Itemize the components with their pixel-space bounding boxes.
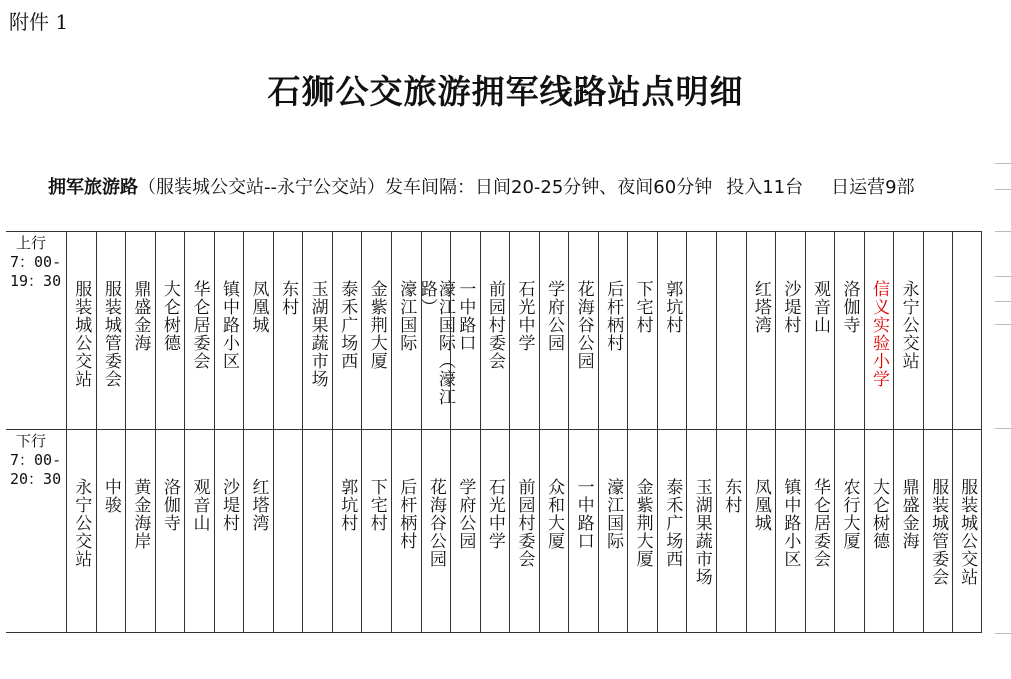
stop-name: 洛伽寺 [159,478,180,532]
stop-name: 红塔湾 [248,478,269,532]
table-cell [184,232,214,429]
table-cell [746,430,776,632]
route-daily-runs: 日运营9部 [831,177,915,198]
stop-name: 金紫荆大厦 [632,478,653,568]
table-cell [273,430,303,632]
table-cell [657,232,687,429]
table-cell [686,232,716,429]
page-title: 石狮公交旅游拥军线路站点明细 [267,72,744,111]
table-cell [716,430,746,632]
stop-name: 永宁公交站 [898,280,919,370]
table-cell [627,430,657,632]
table-cell [805,232,835,429]
stop-name: 华仑居委会 [189,280,210,370]
stop-name: 服装城管委会 [100,280,121,388]
table-cell [598,232,628,429]
stop-name: 郭坑村 [662,280,683,334]
table-cell [155,232,185,429]
stop-name: 洛伽寺 [839,280,860,334]
stop-name: 石光中学 [514,280,535,352]
table-cell [509,232,539,429]
stop-name: 花海谷公园 [573,280,594,370]
table-cell [923,232,953,429]
table-cell [214,430,244,632]
stop-name: 下宅村 [366,478,387,532]
stop-name: 红塔湾 [750,280,771,334]
margin-tick [995,324,1011,325]
table-cell [155,430,185,632]
stop-name: 后杆柄村 [396,478,417,550]
table-cell [214,232,244,429]
stop-name: 大仑树德 [869,478,890,550]
table-cell [184,430,214,632]
table-cell [686,430,716,632]
stop-name: 镇中路小区 [780,478,801,568]
table-cell [539,232,569,429]
table-cell [391,232,421,429]
table-row-up [6,231,982,429]
table-cell [952,232,982,429]
table-cell [805,430,835,632]
table-cell [480,430,510,632]
stop-name: 濠江国际 [396,280,417,352]
margin-tick [995,301,1011,302]
stop-name: 华仑居委会 [809,478,830,568]
table-cell [421,430,451,632]
margin-tick [995,428,1011,429]
table-cell [893,430,923,632]
table-cell [864,430,894,632]
stop-name: 服装城公交站 [71,280,92,388]
table-cell [66,430,96,632]
table-cell [952,430,982,632]
direction-time-up: 7：00-19：30 [10,253,62,290]
table-cell [450,430,480,632]
direction-label-up: 上行 [16,234,47,252]
stop-name: 凤凰城 [750,478,771,532]
stop-name: 大仑树德 [159,280,180,352]
table-cell [302,232,332,429]
attachment-label: 附件 1 [9,10,69,34]
table-cell [480,232,510,429]
table-cell [598,430,628,632]
stop-name: 前园村委会 [484,280,505,370]
stop-name: 镇中路小区 [219,280,239,370]
table-cell [96,232,126,429]
margin-tick [995,163,1011,164]
margin-tick [995,276,1011,277]
stop-name: 花海谷公园 [425,478,446,568]
table-cell [627,232,657,429]
direction-header-up [6,232,66,429]
table-cell [243,430,273,632]
stop-name: 观音山 [189,478,210,532]
table-cell [125,232,155,429]
margin-tick [995,189,1011,190]
stop-name: 农行大厦 [839,478,860,550]
table-cell [509,430,539,632]
stop-name: 后杆柄村 [603,280,624,352]
route-vehicles: 投入11台 [726,177,804,198]
table-cell [834,232,864,429]
table-cell [539,430,569,632]
direction-header-down [6,430,66,632]
stop-name: 中骏 [100,478,121,514]
stop-name: 玉湖果蔬市场 [691,478,712,586]
table-cell [746,232,776,429]
stop-name: 金紫荆大厦 [366,280,387,370]
stop-name: 一中路口 [455,280,476,352]
table-cell [568,232,598,429]
table-cell [96,430,126,632]
stop-name: 东村 [278,280,299,316]
stop-name: 鼎盛金海 [898,478,919,550]
stop-name: 濠江国际 [603,478,624,550]
stop-name: 沙堤村 [219,478,239,532]
stop-name: 服装城管委会 [928,478,949,586]
stop-name: 黄金海岸 [130,478,151,550]
table-cell [416,232,455,429]
stop-name: 泰禾广场西 [337,280,358,370]
route-name: 拥军旅游路 [48,177,138,198]
stop-name: 凤凰城 [248,280,269,334]
margin-tick [995,231,1011,232]
direction-time-down: 7：00-20：30 [10,451,62,488]
table-cell [125,430,155,632]
table-cell [243,232,273,429]
table-cell [332,232,362,429]
table-cell [568,430,598,632]
stops-table [6,231,982,633]
stop-name: 泰禾广场西 [662,478,683,568]
stop-name: 观音山 [809,280,830,334]
table-cell [716,232,746,429]
stop-name: 濠江国际（濠江路） [416,280,455,406]
stop-name: 前园村委会 [514,478,535,568]
direction-label-down: 下行 [16,432,47,450]
stop-name: 服装城公交站 [957,478,978,586]
stop-name: 鼎盛金海 [130,280,151,352]
stop-name: 一中路口 [573,478,594,550]
stop-name: 永宁公交站 [71,478,92,568]
stop-name: 众和大厦 [544,478,565,550]
stop-name: 沙堤村 [780,280,801,334]
stop-name: 学府公园 [455,478,476,550]
table-cell [361,232,391,429]
table-cell [450,232,480,429]
stop-name: 郭坑村 [337,478,358,532]
table-cell [66,232,96,429]
stop-name: 下宅村 [632,280,653,334]
stop-name: 玉湖果蔬市场 [307,280,328,388]
table-cell [834,430,864,632]
route-summary [48,173,915,199]
route-endpoints: （服装城公交站--永宁公交站） [138,177,385,198]
table-cell [923,430,953,632]
table-cell [361,430,391,632]
stop-name: 学府公园 [544,280,565,352]
table-cell [657,430,687,632]
stop-name: 东村 [721,478,742,514]
table-cell [893,232,923,429]
table-cell [775,430,805,632]
table-cell [273,232,303,429]
table-cell [332,430,362,632]
stop-name: 石光中学 [484,478,505,550]
table-cell [302,430,332,632]
table-cell [391,430,421,632]
table-row-down [6,429,982,633]
route-interval: 发车间隔：日间20-25分钟、夜间60分钟 [385,177,713,198]
table-cell [775,232,805,429]
table-cell [864,232,894,429]
margin-tick [995,633,1011,634]
stop-name: 信义实验小学 [869,280,890,388]
